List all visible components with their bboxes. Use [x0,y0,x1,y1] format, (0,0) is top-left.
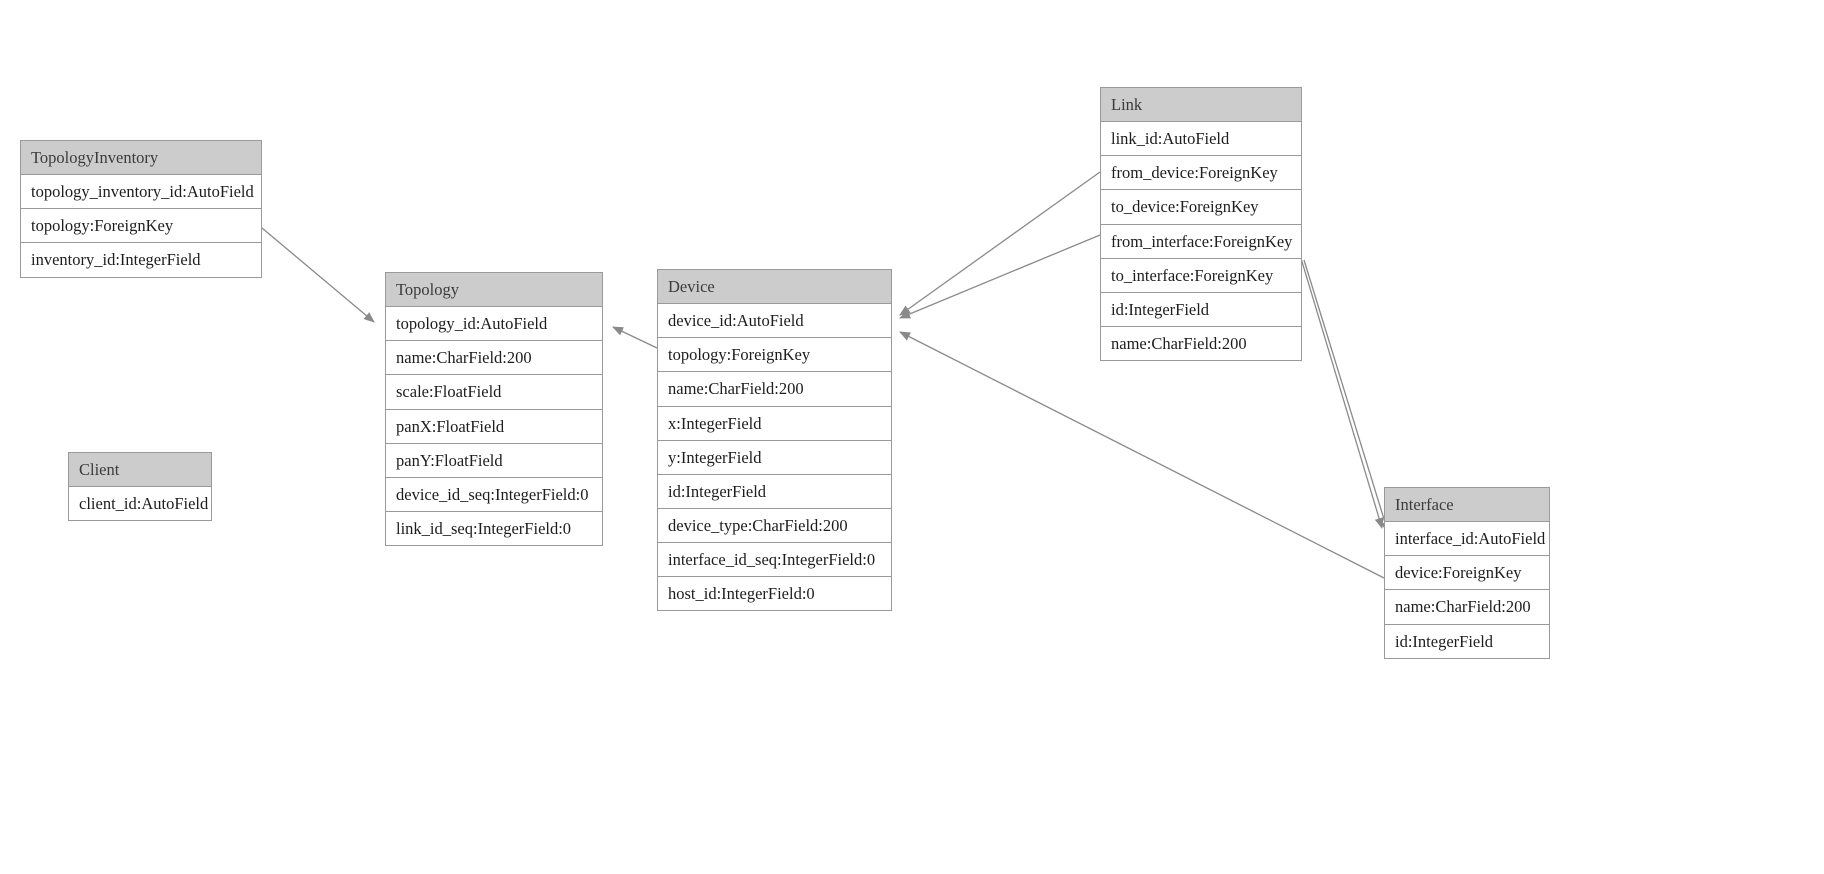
entity-title: TopologyInventory [21,141,261,175]
entity-topology[interactable] [385,272,603,546]
entity-field: interface_id_seq:IntegerField:0 [658,543,891,577]
entity-title: Interface [1385,488,1549,522]
entity-topology-inventory[interactable] [20,140,262,278]
entity-field: interface_id:AutoField [1385,522,1549,556]
relationship-edge [262,228,374,322]
entity-field: topology:ForeignKey [21,209,261,243]
relationship-edge [900,332,1384,578]
entity-title: Link [1101,88,1301,122]
entity-field: device_type:CharField:200 [658,509,891,543]
entity-field: panY:FloatField [386,444,602,478]
entity-field: name:CharField:200 [658,372,891,406]
entity-field: device_id:AutoField [658,304,891,338]
entity-field: topology:ForeignKey [658,338,891,372]
entity-field: to_interface:ForeignKey [1101,259,1301,293]
entity-link[interactable] [1100,87,1302,361]
entity-field: panX:FloatField [386,410,602,444]
entity-field: host_id:IntegerField:0 [658,577,891,610]
entity-field: id:IntegerField [1385,625,1549,658]
entity-field: from_device:ForeignKey [1101,156,1301,190]
entity-field: device:ForeignKey [1385,556,1549,590]
entity-field: x:IntegerField [658,407,891,441]
entity-device[interactable] [657,269,892,611]
relationship-edge [613,327,657,348]
entity-field: inventory_id:IntegerField [21,243,261,276]
relationship-edge [900,172,1100,315]
entity-field: from_interface:ForeignKey [1101,225,1301,259]
entity-field: id:IntegerField [658,475,891,509]
entity-field: device_id_seq:IntegerField:0 [386,478,602,512]
entity-field: topology_id:AutoField [386,307,602,341]
entity-title: Device [658,270,891,304]
relationship-edge [1304,260,1388,532]
entity-field: name:CharField:200 [386,341,602,375]
entity-field: name:CharField:200 [1101,327,1301,360]
entity-field: link_id_seq:IntegerField:0 [386,512,602,545]
entity-field: link_id:AutoField [1101,122,1301,156]
entity-field: y:IntegerField [658,441,891,475]
entity-field: name:CharField:200 [1385,590,1549,624]
entity-field: client_id:AutoField [69,487,211,520]
entity-field: topology_inventory_id:AutoField [21,175,261,209]
entity-field: id:IntegerField [1101,293,1301,327]
relationship-edge [900,235,1100,318]
entity-title: Topology [386,273,602,307]
relationship-edge [1297,245,1382,528]
entity-client[interactable] [68,452,212,521]
entity-title: Client [69,453,211,487]
entity-field: to_device:ForeignKey [1101,190,1301,224]
entity-field: scale:FloatField [386,375,602,409]
entity-interface[interactable] [1384,487,1550,659]
